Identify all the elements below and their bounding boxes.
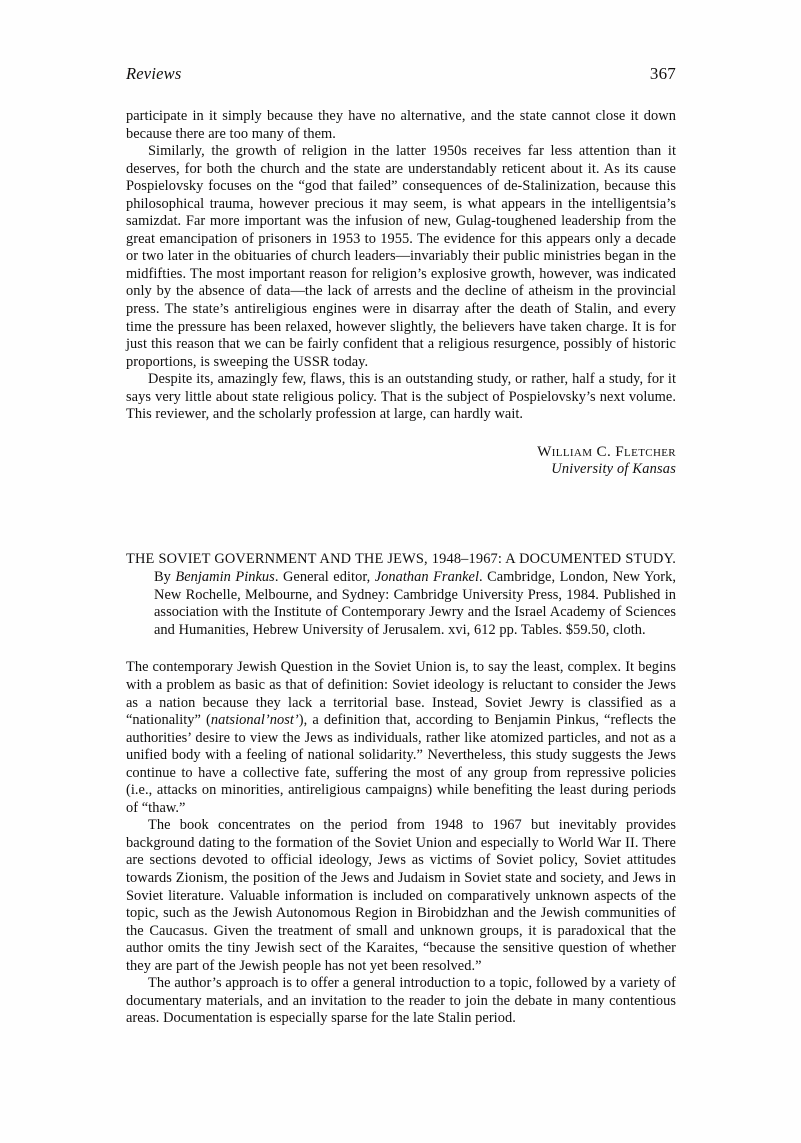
paragraph-text-part-one: The contemporary Jewish Question in the Soviet Union is, to say the least, complex. It begins with a problem as basic as that of definition: Soviet ideology is reluctant to consider the Jews as a nation because they lack a territorial base. Instead, Soviet Jewry is classified as a “nationality” ( (126, 659, 676, 729)
book-citation (126, 551, 676, 639)
running-head-title: Reviews (126, 64, 182, 83)
paragraph (126, 659, 676, 817)
reviewer-signature (126, 443, 676, 479)
reviewer-affiliation: University of Kansas (551, 460, 676, 477)
reviewer-name: William C. Fletcher (537, 442, 676, 460)
general-editor-name: Jonathan Frankel (374, 569, 479, 586)
book-author: Benjamin Pinkus (175, 569, 275, 586)
transliterated-term: natsional’nost’ (210, 712, 299, 729)
paragraph-continued: participate in it simply because they have no alternative, and the state cannot close it down because there are too many of them. (126, 108, 676, 142)
author-punctuation: . (274, 569, 279, 586)
paragraph: The book concentrates on the period from 1948 to 1967 but inevitably provides background dating to the formation of the Soviet Union and especially to World War II. There are sections devoted to official ideology, Jews as victims of Soviet policy, Soviet attitudes towards Zionism, the position of the Jews and Judaism in Soviet state and society, and Jews in Soviet literature. Valuable information is included on comparatively unknown aspects of the topic, such as the Jewish Autonomous Region in Birobidzhan and the Jewish communities of the Caucasus. Given the treatment of small and unknown groups, it is paradoxical that the author omits the tiny Jewish sect of the Karaites, “because the sensitive question of whether they are part of the Jewish people has not yet been resolved.” (126, 817, 676, 974)
paragraph: Similarly, the growth of religion in the latter 1950s receives far less attention than it deserves, for both the church and the state are understandably reticent about it. As its cause Pospielovsky focuses on the “god that failed” consequences of de-Stalinization, because this philosophical trauma, however precious it may seem, is what appears in the intelligentsia’s samizdat. Far more important was the infusion of new, Gulag-toughened leadership from the great emancipation of prisoners in 1953 to 1955. The evidence for this appears only a decade or two later in the obituaries of church leaders—invariably their public ministries began in the midfifties. The most important reason for religion’s explosive growth, however, was indicated only by the absence of data—the lack of arrests and the decline of atheism in the provincial press. The state’s antireligious engines were in disarray after the death of Stalin, and every time the pressure has been relaxed, however slightly, the believers have taken charge. It is for just this reason that we can be fairly confident that a religious resurgence, possibly of historic proportions, is sweeping the USSR today. (126, 143, 676, 370)
review-two-body (126, 659, 676, 1027)
by-label: By (154, 569, 171, 586)
general-editor-label: General editor, (282, 569, 371, 586)
review-one-body (126, 108, 676, 424)
page-number: 367 (649, 64, 676, 83)
text-column (126, 0, 676, 1028)
paragraph: The author’s approach is to offer a general introduction to a topic, followed by a variety of documentary materials, and an invitation to the reader to join the debate in many contentious areas. Documentation is especially sparse for the late Stalin period. (126, 975, 676, 1027)
paragraph-text-part-two: ), a definition that, according to Benjamin Pinkus, “reflects the authorities’ desire to view the Jews as individuals, rather like atomized particles, and not as a unified body with a feeling of national solidarity.” Nevertheless, this study suggests the Jews continue to have a collective fate, suffering the most of any group from repressive policies (i.e., attacks on minorities, antireligious campaigns) while benefiting the least during periods of “thaw.” (126, 712, 676, 816)
running-head (126, 64, 676, 94)
imprint-details: . Cambridge, London, New York, New Rochelle, Melbourne, and Sydney: Cambridge University Press, 1984. Published in association with the Institute of Contemporary Jewry and the Israel Academy of Sciences and Humanities, Hebrew University of Jerusalem. xvi, 612 pp. Tables. $59.50, cloth. (154, 569, 676, 638)
book-title: THE SOVIET GOVERNMENT AND THE JEWS, 1948–1967: A DOCUMENTED STUDY. (126, 551, 676, 568)
paragraph: Despite its, amazingly few, flaws, this is an outstanding study, or rather, half a study, for it says very little about state religious policy. That is the subject of Pospielovsky’s next volume. This reviewer, and the scholarly profession at large, can hardly wait. (126, 371, 676, 423)
